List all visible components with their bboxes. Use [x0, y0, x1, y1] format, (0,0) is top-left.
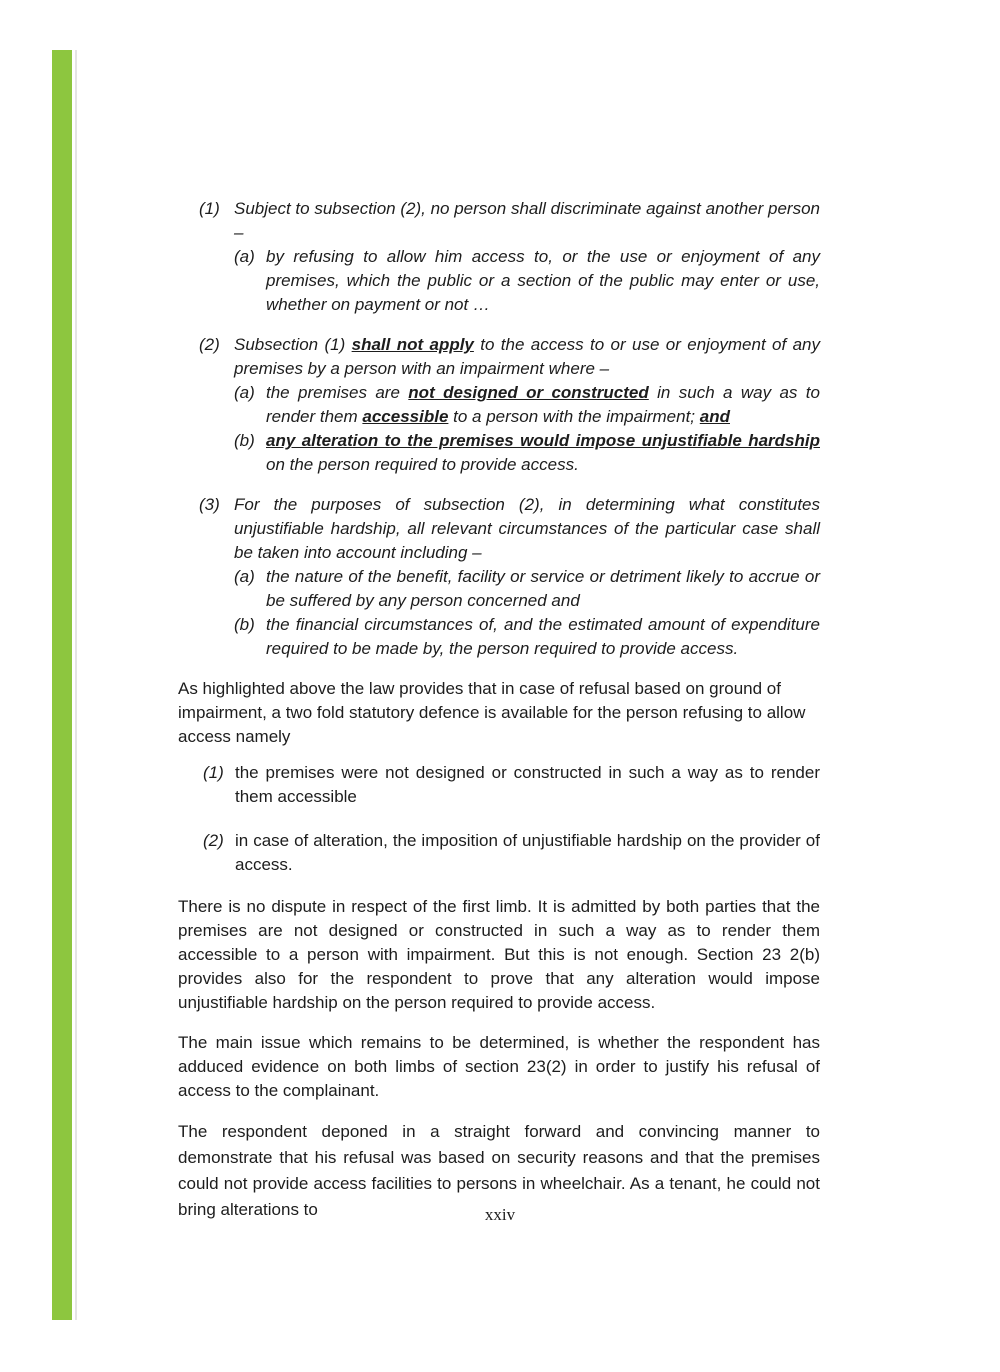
item-a-text: [266, 381, 820, 429]
page-content: [178, 197, 820, 1223]
defence-2-text: in case of alteration, the imposition of unjustifiable hardship on the provider of access.: [235, 831, 820, 874]
text-run: on the person required to provide access.: [266, 455, 579, 474]
subsection-2-body: [234, 333, 820, 477]
emphasized-phrase: not designed or constructed: [408, 383, 649, 402]
defence-1-text: the premises were not designed or constructed in such a way as to render them accessible: [235, 763, 820, 806]
item-b-text: the financial circumstances of, and the estimated amount of expenditure required to be made by, the person required to provide access.: [266, 615, 820, 658]
emphasized-phrase: accessible: [362, 407, 449, 426]
subsection-3-label: (3): [199, 495, 220, 514]
item-b-label: (b): [234, 615, 255, 634]
statute-subsection-3: [199, 493, 820, 661]
emphasized-phrase: any alteration to the premises would impose unjustifiable hardship: [266, 431, 820, 450]
text-run: Subsection (1): [234, 335, 352, 354]
item-b-label: (b): [234, 431, 255, 450]
subsection-1-text: Subject to subsection (2), no person shall discriminate against another person –: [234, 199, 820, 242]
defence-1-label: (1): [203, 763, 224, 782]
subsection-1-item-a: [234, 245, 820, 317]
left-accent-divider: [75, 50, 77, 1320]
item-a-label: (a): [234, 567, 255, 586]
item-a-label: (a): [234, 383, 255, 402]
item-a-text: by refusing to allow him access to, or the use or enjoyment of any premises, which the public or a section of the public may enter or use, whether on payment or not …: [266, 247, 820, 314]
subsection-1-body: [234, 197, 820, 317]
paragraph-main-issue: The main issue which remains to be determined, is whether the respondent has adduced evidence on both limbs of section 23(2) in order to justify his refusal of access to the complainant.: [178, 1033, 820, 1100]
subsection-3-item-a: [234, 565, 820, 613]
text-run: the premises are: [266, 383, 409, 402]
subsection-2-item-b: [234, 429, 820, 477]
statute-subsection-1: [199, 197, 820, 317]
text-run: to a person with the impairment;: [448, 407, 700, 426]
item-a-label: (a): [234, 247, 255, 266]
item-a-text: the nature of the benefit, facility or service or detriment likely to accrue or be suffered by any person concerned and: [266, 567, 820, 610]
page-number: xxiv: [484, 1205, 516, 1224]
emphasized-phrase: and: [699, 407, 730, 426]
defence-item-1: [203, 761, 820, 809]
subsection-3-item-b: [234, 613, 820, 661]
subsection-2-label: (2): [199, 335, 220, 354]
text-run: to the access to or use or enjoyment of any premises by a person with an impairment where –: [234, 335, 820, 378]
subsection-2-item-a: [234, 381, 820, 429]
text-run: in such a way as to render them: [266, 383, 820, 426]
item-b-text: [266, 429, 820, 477]
defence-item-2: [203, 829, 820, 877]
emphasized-phrase: shall not apply: [351, 335, 474, 354]
subsection-3-text: For the purposes of subsection (2), in determining what constitutes unjustifiable hardship, all relevant circumstances of the particular case shall be taken into account including –: [234, 495, 820, 562]
defence-2-label: (2): [203, 831, 224, 850]
left-accent-bar: [52, 50, 72, 1320]
paragraph-dispute: There is no dispute in respect of the first limb. It is admitted by both parties that the premises are not designed or constructed in such a way as to render them accessible to a person with impairment. But this is not enough. Section 23 2(b) provides also for the respondent to prove that any alteration would impose unjustifiable hardship on the person required to provide access.: [178, 897, 820, 1012]
subsection-3-body: [234, 493, 820, 661]
subsection-1-label: (1): [199, 199, 220, 218]
paragraph-respondent: The respondent deponed in a straight forward and convincing manner to demonstrate that his refusal was based on security reasons and that the premises could not provide access facilities to persons in wheelchair. As a tenant, he could not bring alterations to: [178, 1122, 820, 1219]
subsection-2-text: [234, 333, 820, 381]
paragraph-intro: As highlighted above the law provides that in case of refusal based on ground of impairment, a two fold statutory defence is available for the person refusing to allow access namely: [178, 679, 806, 746]
statute-subsection-2: [199, 333, 820, 477]
